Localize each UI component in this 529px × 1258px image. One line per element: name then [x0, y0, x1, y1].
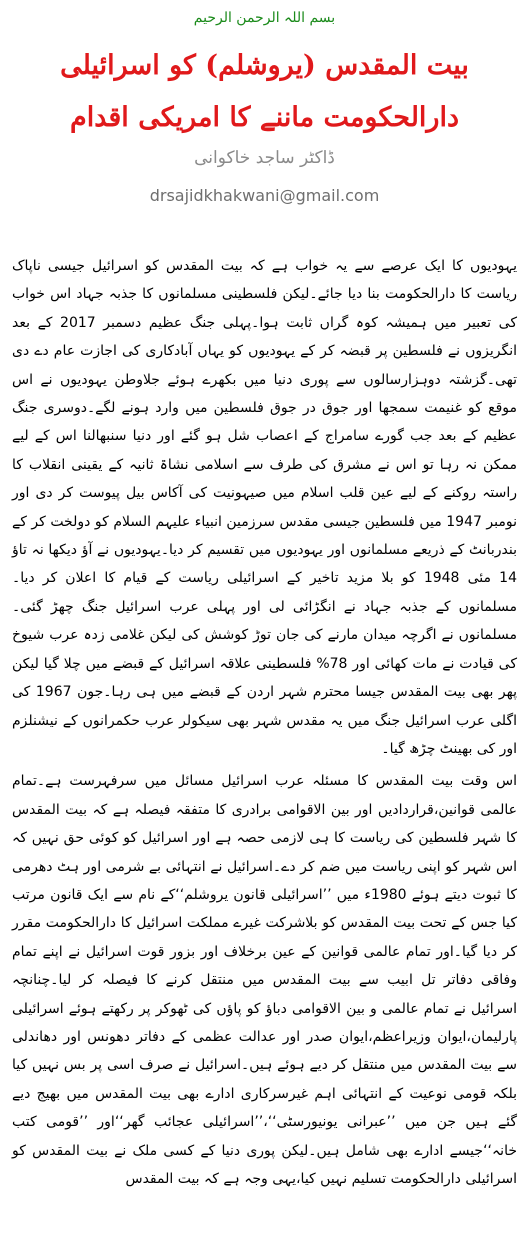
paragraph-2: اس وقت بیت المقدس کا مسئلہ عرب اسرائیل مسائل میں سرفہرست ہے۔تمام عالمی قوانین،قراردادیں اور بین الاقوامی برادری کا متفقہ فیصلہ ہے کہ بیت المقدس کا شہر فلسطین کی ریاست کا ہی لازمی حصہ ہے اور اسرائیل کو کوئی حق نہیں کہ اس شہر کو اپنی ریاست میں ضم کر دے۔اسرائیل نے انتہائی بے شرمی اور ہٹ دھرمی کا ثبوت دیتے ہوئے 1980ء میں ’’اسرائیلی قانون یروشلم‘‘کے نام سے ایک قانون مرتب کیا جس کے تحت بیت المقدس کو بلاشرکت غیرے مملکت اسرائیل کا دارالحکومت مقرر کر دیا گیا۔اور تمام عالمی قوانین کے عین برخلاف اور بزور قوت اسرائیل نے اپنے تمام وفاقی دفاتر تل ابیب سے بیت المقدس میں منتقل کرنے کا فیصلہ کر لیا۔چنانچہ اسرائیل نے تمام عالمی و بین الاقوامی دباؤ کو پاؤں کی ٹھوکر پر رکھتے ہوئے اسرائیلی پارلیمان،ایوان وزیراعظم،ایوان صدر اور عدالت عظمی کے دفاتر دھونس اور دھاندلی سے بیت المقدس میں منتقل کر دیے ہوئے ہیں۔اسرائیل نے صرف اسی پر بس نہیں کیا بلکہ قومی نوعیت کے انتہائی اہم غیرسرکاری ادارے بھی بیت المقدس میں بھیج دیے گئے ہیں جن میں ’’عبرانی یونیورسٹی‘‘،’’اسرائیلی عجائب گھر‘‘اور ’’قومی کتب خانہ‘‘جیسے ادارے بھی شامل ہیں۔لیکن پوری دنیا کے کسی ملک نے بیت المقدس کو اسرائیلی دارالحکومت تسلیم نہیں کیا،یہی وجہ ہے کہ بیت المقدس	[12, 773, 518, 1187]
paragraph-1: یہودیوں کا ایک عرصے سے یہ خواب ہے کہ بیت المقدس کو اسرائیل جیسی ناپاک ریاست کا دارالحکومت بنا دیا جائے۔لیکن فلسطینی مسلمانوں کا جذبہ جہاد اس خواب کی تعبیر میں ہمیشہ کوہ گراں ثابت ہوا۔پہلی جنگ عظیم دسمبر 2017 کے بعد انگریزوں نے فلسطین پر قبضہ کر کے یہودیوں کو یہاں آبادکاری کی اجازت عام دے دی تھی۔گزشتہ دوہزارسالوں سے پوری دنیا میں بکھرے ہوئے جلاوطن یہودیوں نے اس موقع کو غنیمت سمجھا اور جوق در جوق فلسطین میں وارد ہونے لگے۔دوسری جنگ عظیم کے بعد جب گورے سامراج کے اعصاب شل ہو گئے اور دنیا سنبھالنا اس کے لیے ممکن نہ رہا تو اس نے مشرق کی طرف سے اسلامی نشاۃ ثانیہ کے یقینی انقلاب کا راستہ روکنے کے لیے عین قلب اسلام میں صیہونیت کی آکاس بیل پیوست کر دی اور نومبر 1947 میں فلسطین جیسی مقدس سرزمین انبیاء علیہم السلام کو دولخت کر کے بندربانٹ کے ذریعے مسلمانوں اور یہودیوں میں تقسیم کر دیا۔یہودیوں نے آؤ دیکھا نہ تاؤ 14 مئی 1948 کو بلا مزید تاخیر کے اسرائیلی ریاست کے قیام کا اعلان کر دیا۔مسلمانوں کے جذبہ جہاد نے انگڑائی لی اور پہلی عرب اسرائیل جنگ چھڑ گئی۔مسلمانوں نے اگرچہ میدان مارنے کی جان توڑ کوشش کی لیکن غلامی زدہ عرب شیوخ کی قیادت نے مات کھائی اور 78% فلسطینی علاقہ اسرائیل کے قبضے میں چلا گیا لیکن پھر بھی بیت المقدس جیسا محترم شہر اردن کے قبضے میں ہی رہا۔جون 1967 کی اگلی عرب اسرائیل جنگ میں یہ مقدس شہر بھی سیکولر عرب حکمرانوں کے نیشنلزم اور کی بھینٹ چڑھ گیا۔	[12, 258, 517, 757]
article-title: بیت المقدس (یروشلم) کو اسرائیلی دارالحکومت ماننے کا امریکی اقدام	[60, 50, 469, 133]
basmala: بسم اللہ الرحمن الرحیم	[193, 10, 336, 26]
article-body	[12, 252, 517, 1193]
author-name: ڈاکٹر ساجد خاکوانی	[194, 148, 335, 168]
author-email[interactable]: drsajidkhakwani@gmail.com	[149, 186, 380, 205]
